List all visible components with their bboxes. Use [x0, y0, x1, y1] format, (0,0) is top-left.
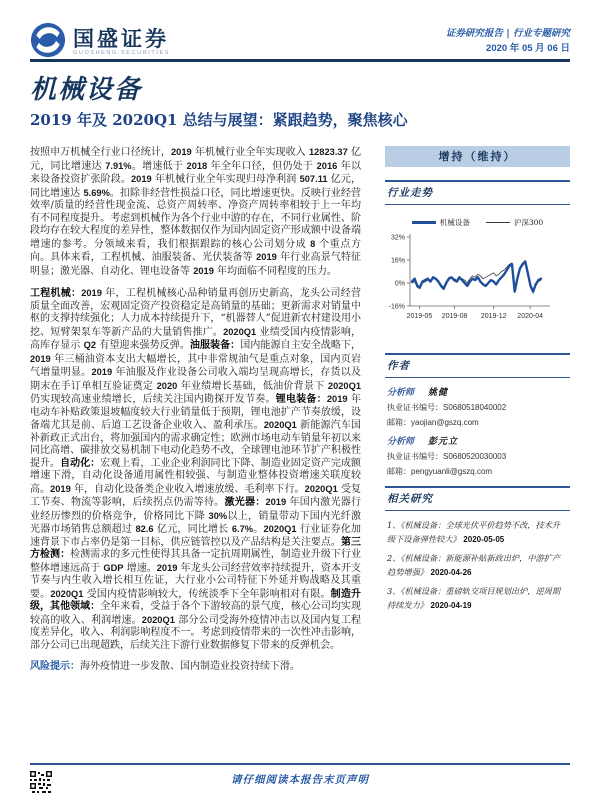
section-title-authors: 作者 — [385, 353, 570, 378]
section-title-related: 相关研究 — [385, 486, 570, 511]
svg-text:2020-04: 2020-04 — [517, 313, 544, 320]
svg-text:2019-12: 2019-12 — [480, 313, 507, 320]
author-entry — [387, 385, 568, 428]
cert-label: 执业证书编号： — [387, 403, 443, 412]
cert-number: S0680518040002 — [443, 403, 507, 412]
authors-list — [385, 385, 570, 477]
brand-logo — [30, 22, 170, 62]
content — [30, 146, 570, 683]
svg-text:2019-05: 2019-05 — [406, 313, 433, 320]
brand-name-en: GUOSHENG SECURITIES — [73, 50, 171, 56]
brand-name-cn: 国盛证券 — [73, 26, 169, 51]
author-name: 彭元立 — [428, 437, 459, 447]
legend-label: 沪深300 — [513, 218, 544, 227]
cert-number: S0680520030003 — [443, 452, 507, 461]
paragraph: 风险提示：海外疫情进一步发散、国内制造业投资持续下滑。 — [30, 661, 300, 672]
related-research-date: 2020-05-05 — [463, 534, 505, 544]
svg-text:2019-08: 2019-08 — [441, 313, 468, 320]
author-entry — [387, 434, 568, 477]
svg-text:32%: 32% — [390, 234, 405, 242]
svg-text:-16%: -16% — [388, 303, 405, 311]
author-name: 姚健 — [428, 388, 449, 398]
header-divider — [30, 59, 570, 62]
author-role: 分析师 — [387, 437, 415, 447]
footer-divider — [30, 763, 570, 765]
section-title-industry-trend: 行业走势 — [385, 180, 570, 205]
svg-text:16%: 16% — [390, 257, 405, 265]
rating-badge: 增持（维持） — [385, 146, 570, 167]
report-type: 证券研究报告 | 行业专题研究 — [445, 28, 570, 39]
related-research-item[interactable]: 2、《机械设备：新能源补贴新政出炉，中游扩产趋势增强》 2020-04-26 — [387, 553, 561, 577]
related-research-item[interactable]: 3、《机械设备：重磅轨交项目规划出炉，逆周期持续发力》 2020-04-19 — [387, 586, 561, 610]
industry-trend-chart — [385, 231, 570, 330]
paragraph: 工程机械：2019 年，工程机械核心品种销量再创历史新高，龙头公司经营质量全面改善，宏观固定资产投资稳定是高销量的基础；更新需求对销量中枢的支撑持续强化；人力成本持续提升下，“机器替人”促进新农村建设用小挖、短臂架泵车等新产品的大量销售推广。2020Q1 业绩受国内疫情影响，高库存显示 Q2 有望迎来强势反弹。油服装备：国内能源自主安全战略下，2019 年三桶油资本支出大幅增长，其中非常规油气是重点对象，国内页岩气增量明显。2019 年油服及作业设备公司收入端均呈现高增长，存货以及期末在手订单相互验证奠定 2020 年业绩增长基础，低油价背景下 2020Q1 仍实现较高速业绩增长，后续关注国内勘探开发节奏。锂电装备：2019 年电动车补贴政策退坡幅度较大行业销量低于预期，锂电池扩产节奏放缓，设备端尤其是前、后道工艺设备企业收入、盈利承压。2020Q1 新能源汽车国补新政正式出台，将加强国内的需求确定性；欧洲市场电动车销量年初以来同比高增、碳排放交易机制下电动化趋势不改，全球锂电池环节扩产积极性提升。自动化：宏观上看，工业企业利润同比下降、制造业固定资产完成额增速下滑，自动化设备通用属性相较强、与制造业整体投资增速关联度较高。2019 年，自动化设备类企业收入增速放缓、毛利率下行。2020Q1 受复工节奏、物流等影响，后续拐点仍需等待。激光器：2019 年国内激光器行业经历惨烈的价格竞争，价格同比下降 30%以上，销量带动下国内光纤激光器市场销售总额超过 82.6 亿元，同比增长 6.7%。2020Q1 行业证券化加速背景下市占率仍是第一目标，供应链管控以及产品结构是关注要点。第三方检测：检测需求的多元性使得其具备一定抗周期属性，制造业升级下行业整体增速远高于 GDP 增速。2019 年龙头公司经营效率持续提升，资本开支节奏与内生收入增长相互佐证，大行业小公司特征下外延并购战略及其重要。2020Q1 受国内疫情影响较大，传统淡季下全年影响相对有限。制造升级，其他领域：全年来看，受益于各个下游较高的景气度，核心公司均实现较高的收入、利润增速。2020Q1 部分公司受海外疫情冲击以及国内复工程度差异化，收入、利润影响程度不一。考虑到疫情带来的一次性冲击影响，部分公司已出现超跌，后续关注下游行业数据修复下带来的反弹机会。 — [30, 288, 362, 651]
author-role: 分析师 — [387, 388, 415, 398]
email-link[interactable]: pengyuanli@gszq.com — [411, 467, 493, 476]
email-label: 邮箱： — [387, 418, 411, 427]
sidebar — [385, 146, 570, 683]
report-subtitle: 2019 年及 2020Q1 总结与展望：紧跟趋势，聚焦核心 — [30, 111, 408, 129]
legend-item — [412, 217, 470, 228]
related-research-date: 2020-04-26 — [430, 567, 472, 577]
related-research-date: 2020-04-19 — [430, 600, 472, 610]
chart-legend — [385, 217, 570, 228]
svg-text:0%: 0% — [394, 280, 405, 288]
cert-label: 执业证书编号： — [387, 452, 443, 461]
legend-swatch — [486, 222, 510, 223]
report-date: 2020 年 05 月 06 日 — [486, 43, 570, 54]
legend-swatch — [412, 221, 436, 224]
body-paragraphs — [30, 146, 361, 683]
legend-item — [486, 217, 543, 228]
page-title: 机械设备 — [30, 75, 143, 105]
brand-logo-icon — [30, 22, 66, 62]
related-research-list — [385, 519, 570, 612]
header — [30, 22, 570, 62]
paragraph: 按照申万机械全行业口径统计，2019 年机械行业全年实现收入 12823.37 亿元，同比增速达 7.91%。增速低于 2018 年全年口径，但仍处于 2016 年以来设备投资扩张阶段。2019 年机械行业全年实现归母净利润 507.11 亿元，同比增速达 5.69%。扣除非经营性损益口径，同比增速更快。反映行业经营效率/质量的经营性现金流、总资产周转率、净资产周转率相较于上一年均有不同程度提升。考虑到机械作为各个行业中游的存在，不同行业属性、阶段均存在较大程度的差异性，整体数据仅作为国内固定资产形成额中设备端增速的参考。分领域来看，我们根据跟踪的核心公司划分成 8 个重点方向。具体来看，工程机械、油服装备、光伏装备等 2019 年行业高景气特征明显；激光器、自动化、锂电设备等 2019 年均面临不同程度的压力。 — [30, 147, 362, 277]
legend-label: 机械设备 — [439, 218, 470, 227]
footer-disclaimer: 请仔细阅读本报告末页声明 — [231, 774, 369, 786]
email-link[interactable]: yaojian@gszq.com — [411, 418, 479, 427]
related-research-item[interactable]: 1、《机械设备：全球光伏平价趋势不改，技术升级下设备弹性较大》 2020-05-05 — [387, 520, 561, 544]
email-label: 邮箱： — [387, 467, 411, 476]
